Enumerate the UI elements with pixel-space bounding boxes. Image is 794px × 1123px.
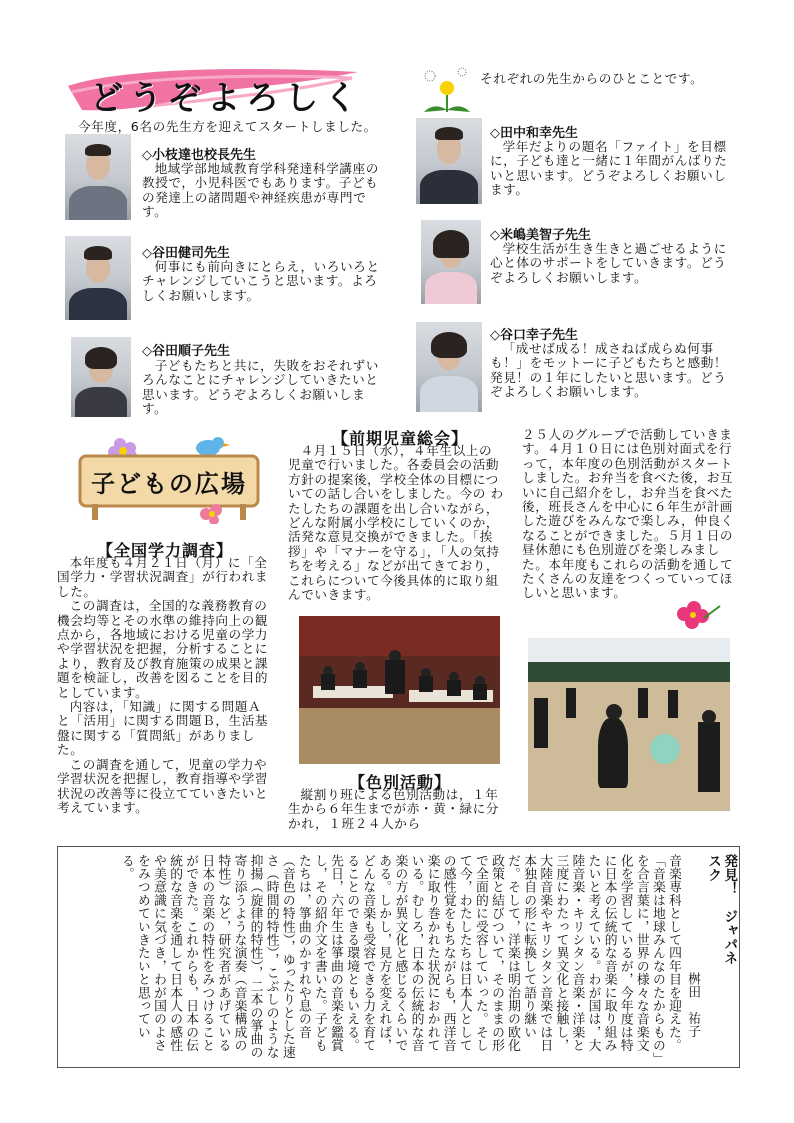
welcome-banner-title: どうぞよろしく: [90, 78, 363, 117]
survey-paragraph-1: 本年度も４月２１日（月）に「全国学力・学習状況調査」が行われました。: [57, 555, 269, 599]
column-title: 発見！ ジャパネスク: [705, 854, 738, 966]
color-activity-body-2: ２５人のグループで活動していきます。４月１０日には色別対面式を行って，本年度の色別活動がスタートしました。お弁当を食べた後，お互いに自己紹介をし，お弁当を食べた後，班長さんを中心に６年生が計画した遊びをみんなで楽しみ，仲良くなることができました。５月１日の昼休憩にも色別遊びを楽しみました。本年度もこれらの活動を通してたくさんの友達をつくっていってほしいと思います。: [522, 427, 734, 601]
teacher-name-koeda: ◇小枝達也校長先生: [142, 148, 256, 163]
teacher-name-taniguchi: ◇谷口幸子先生: [490, 328, 578, 343]
teacher-photo-tanida-junko: [71, 337, 131, 417]
teacher-name-tanaka: ◇田中和幸先生: [490, 126, 578, 141]
plaza-title: 子どもの広場: [91, 470, 247, 498]
teacher-photo-tanida-kenji: [65, 236, 131, 320]
assembly-photo: [299, 616, 500, 764]
bird-icon: [196, 437, 230, 456]
teacher-message-yonejima: 学校生活が生き生きと過ごせるように心と体のサポートをしていきます。どうぞよろしくお願いします。: [490, 241, 727, 285]
dandelion-icon: [420, 66, 474, 116]
teacher-message-taniguchi: 「成せば成る！成さねば成らぬ何事も！」をモットーに子どもたちと感動！発見！の１年にしたいと思います。どうぞよろしくお願いします。: [490, 341, 728, 400]
teacher-message-tanida-junko: 子どもたちと共に，失敗をおそれずいろんなことにチャレンジしていきたいと思います。どうぞよろしくお願いします。: [142, 358, 379, 417]
teacher-photo-taniguchi: [416, 322, 482, 412]
teacher-photo-tanaka: [416, 118, 482, 204]
survey-paragraph-2: この調査は，全国的な義務教育の機会均等とその水準の維持向上の観点から，各地域における児童の学力や学習状況を把握，分析することにより，教育及び教育施策の成果と課題を検証し，改善を図ることを目的としています。: [57, 598, 269, 700]
teacher-name-tanida-kenji: ◇谷田健司先生: [142, 246, 230, 261]
teacher-name-tanida-junko: ◇谷田順子先生: [142, 344, 230, 359]
teacher-message-tanida-kenji: 何事にも前向きにとらえ，いろいろとチャレンジしていこうと思います。よろしくお願いします。: [142, 259, 380, 303]
assembly-heading: 【前期児童総会】: [331, 429, 468, 448]
survey-paragraph-4: この調査を通して，児童の学力や学習状況を把握し，教育指導や学習状況の改善等に役立てていきたいと考えています。: [57, 756, 269, 815]
survey-paragraph-3: 内容は，「知識」に関する問題Ａと「活用」に関する問題Ｂ，生活基盤に関する「質問紙」がありました。: [57, 699, 269, 758]
teacher-message-tanaka: 学年だよりの題名「ファイト」を目標に，子ども達と一緒に１年間がんばりたいと思います。どうぞよろしくお願いします。: [490, 139, 728, 198]
welcome-lead: 今年度，6名の先生方を迎えてスタートしました。: [78, 119, 377, 134]
teacher-name-yonejima: ◇米嶋美智子先生: [490, 228, 591, 243]
color-activity-photo: [528, 638, 730, 811]
survey-body: [57, 556, 273, 815]
cherry-blossom-icon: [664, 596, 724, 632]
welcome-side-note: それぞれの先生からのひとことです。: [480, 71, 704, 86]
color-activity-body-1: 縦割り班による色別活動は，１年生から６年生までが赤・黄・緑に分かれ，１班２４人から: [288, 787, 500, 831]
teacher-photo-koeda: [65, 134, 131, 220]
column-author: 桝田 祐子: [685, 972, 701, 1038]
color-activity-heading: 【色別活動】: [348, 773, 451, 792]
teacher-message-koeda: 地域学部地域教育学科発達科学講座の教授で，小児科医でもあります。子どもの発達上の諸問題や神経疾患が専門です。: [142, 161, 379, 220]
assembly-body: ４月１５日（水），４年生以上の児童で行いました。各委員会の活動方針の提案後，学校全体の目標についての話し合いをしました。今の わたしたちの課題を出し合いながら，どんな附属小学校にしていくのか，活発な意見交換ができました。「挨拶」や「マナーを守る」，「人の気持ちを考える」などが出てきており，これらについて今後具体的に取り組んでいきます。: [288, 443, 504, 603]
teacher-photo-yonejima: [421, 220, 481, 304]
column-body: 音楽専科として四年目を迎えた。「音楽は地球みんなのたからもの」を合言葉に，世界の様々な音楽文化を学習しているが，今年度は特に日本の伝統的な音楽に取り組みたいと考えている。わが国は，大陸音楽・キリシタン音楽・洋楽と三度にわたって異文化と接触し，大陸音楽やキリシタン音楽では日本独自の形に転換して語り継いだ。そして，洋楽は明治期の欧化政策と結びついて，そのままの形で全面的に受容していった。そして今，わたしたちは日本人としての感性覚をもちながらも，西洋音楽に取り巻かれた状況におかれている。むしろ，日本の伝統的な音楽の方が異文化と感じるくらいである。しかし，見方を変えれば，どんな音楽も受容できる力を育てることのできる環境ともいえる。先日，六年生は箏曲の音楽を鑑賞し，その紹介文を書いた。子どもたちは，箏曲のかすれや息の音（音色の特性），ゆったりとした速さ（時間的特性），こぶしのような抑揚（旋律的特性），二本の箏曲の寄り添うような演奏（音楽構成の特性）など，研究者があげている日本の音楽の特性をみつけることができた。これからも，日本の伝統的な音楽を通して日本人の感性や美意識に気づき，わが国のよさをみつめていきたいと思っている。: [118, 854, 681, 1059]
survey-heading: 【全国学力調査】: [96, 541, 233, 560]
